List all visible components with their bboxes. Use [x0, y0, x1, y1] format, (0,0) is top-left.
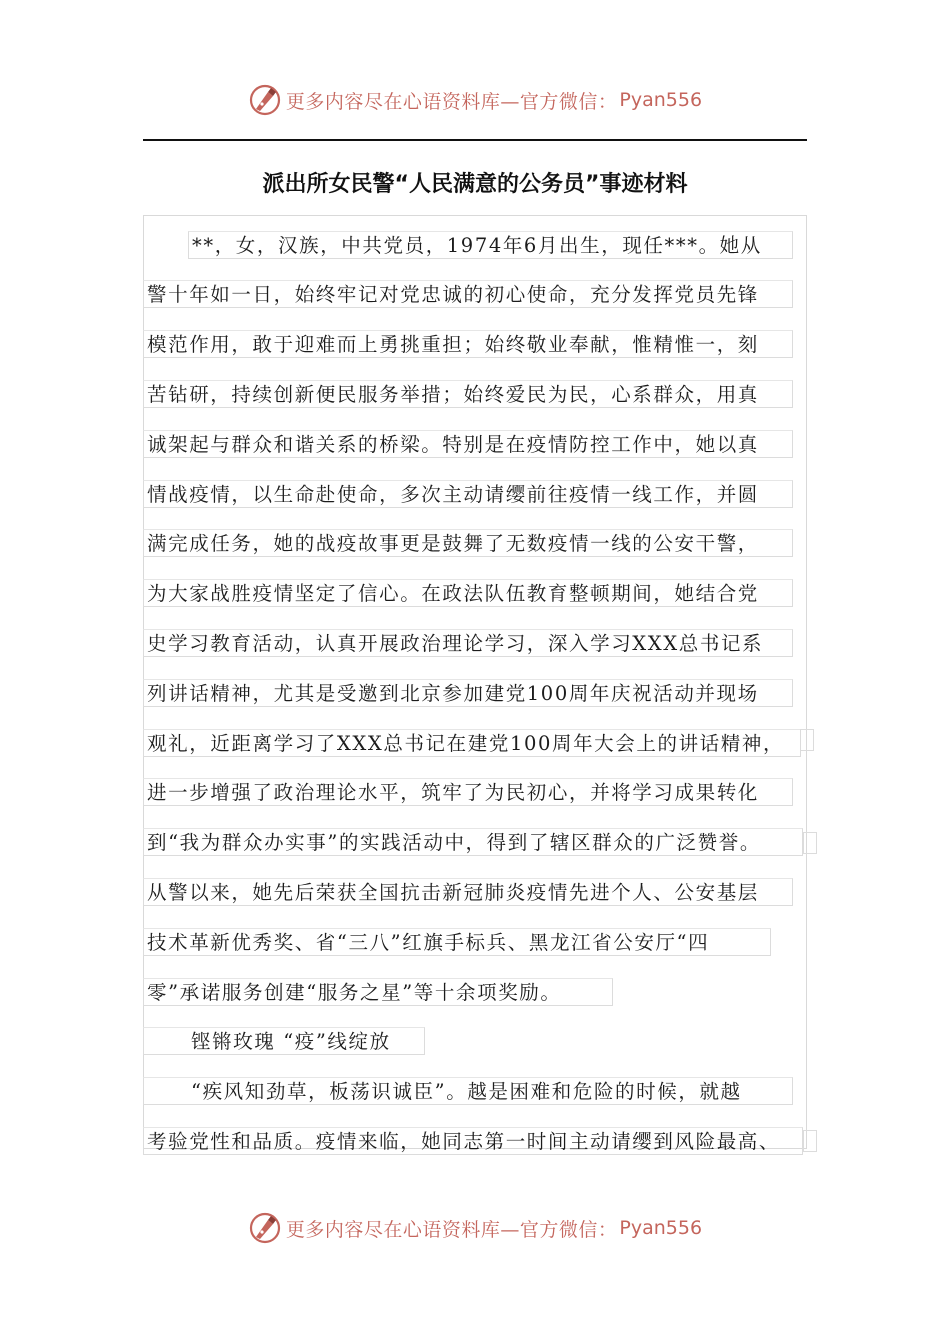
wechat-id: Pyan556 [619, 89, 703, 111]
body-line: “疾风知劲草，板荡识诚臣”。越是困难和危险的时候，就越 [143, 1077, 793, 1105]
footer-watermark-banner [0, 1206, 950, 1250]
banner-text: 更多内容尽在心语资料库—官方微信： [285, 1218, 618, 1241]
section-heading: 铿锵玫瑰 “疫”线绽放 [143, 1027, 425, 1055]
overflow-mark [803, 832, 817, 854]
banner-text: 更多内容尽在心语资料库—官方微信： [285, 90, 618, 113]
body-line: 零”承诺服务创建“服务之星”等十余项奖励。 [143, 978, 613, 1006]
body-line: 模范作用，敢于迎难而上勇挑重担；始终敬业奉献，惟精惟一，刻 [143, 330, 793, 358]
document-title: 派出所女民警“人民满意的公务员”事迹材料 [262, 172, 688, 197]
body-line: 进一步增强了政治理论水平，筑牢了为民初心，并将学习成果转化 [143, 778, 793, 806]
body-line: 技术革新优秀奖、省“三八”红旗手标兵、黑龙江省公安厅“四 [143, 928, 771, 956]
body-line: 满完成任务，她的战疫故事更是鼓舞了无数疫情一线的公安干警， [143, 529, 793, 557]
body-line: 警十年如一日，始终牢记对党忠诚的初心使命，充分发挥党员先锋 [143, 280, 793, 308]
body-line: 列讲话精神，尤其是受邀到北京参加建党100周年庆祝活动并现场 [143, 679, 793, 707]
overflow-mark [800, 729, 814, 751]
wechat-id: Pyan556 [619, 1217, 703, 1239]
header-divider [143, 139, 807, 141]
pen-nib-logo-icon [248, 1211, 282, 1245]
pen-nib-logo-icon [248, 83, 282, 117]
body-line: 到“我为群众办实事”的实践活动中，得到了辖区群众的广泛赞誉。 [143, 828, 803, 856]
body-line: 诚架起与群众和谐关系的桥梁。特别是在疫情防控工作中，她以真 [143, 430, 793, 458]
body-line: 从警以来，她先后荣获全国抗击新冠肺炎疫情先进个人、公安基层 [143, 878, 793, 906]
body-line: 观礼，近距离学习了XXX总书记在建党100周年大会上的讲话精神， [143, 729, 801, 757]
body-line: 为大家战胜疫情坚定了信心。在政法队伍教育整顿期间，她结合党 [143, 579, 793, 607]
body-line: 情战疫情，以生命赴使命，多次主动请缨前往疫情一线工作，并圆 [143, 480, 793, 508]
body-line: 考验党性和品质。疫情来临，她同志第一时间主动请缨到风险最高、 [143, 1127, 803, 1155]
body-line: 苦钻研，持续创新便民服务举措；始终爱民为民，心系群众，用真 [143, 380, 793, 408]
overflow-mark [803, 1130, 817, 1152]
header-watermark-banner [0, 78, 950, 122]
body-line: 史学习教育活动，认真开展政治理论学习，深入学习XXX总书记系 [143, 629, 793, 657]
body-line: **，女，汉族，中共党员，1974年6月出生，现任***。她从 [188, 231, 793, 259]
